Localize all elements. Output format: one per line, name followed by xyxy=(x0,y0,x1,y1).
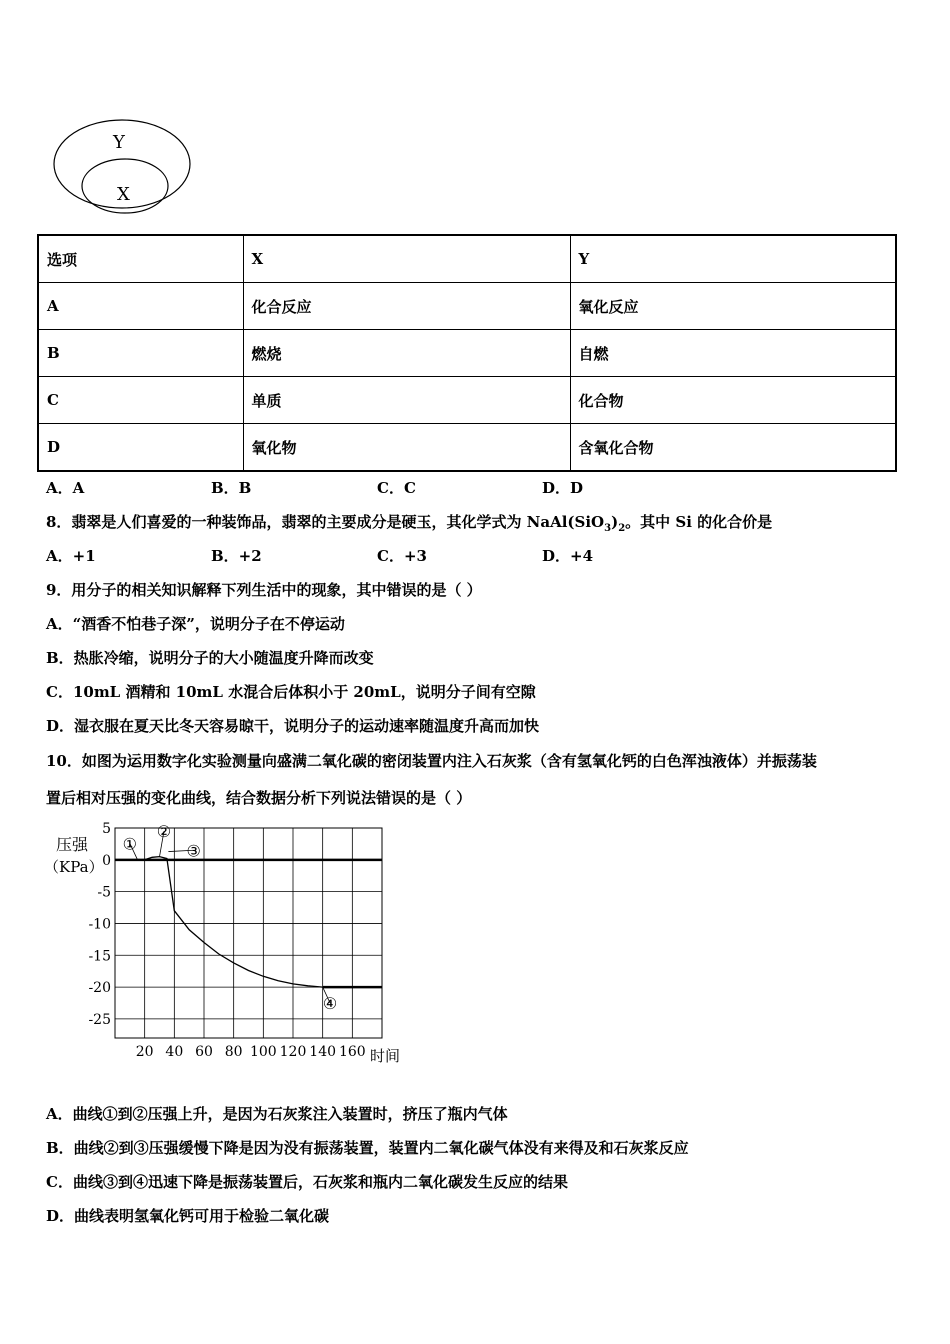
table-cell: 单质 xyxy=(243,377,570,424)
table-cell: 选项 xyxy=(38,235,243,283)
table-cell: D xyxy=(38,424,243,472)
table-cell: 化合反应 xyxy=(243,283,570,330)
q8-choice-c[interactable]: C．+3 xyxy=(377,547,427,565)
q8-choice-b[interactable]: B．+2 xyxy=(211,547,262,565)
chart-grid xyxy=(115,828,382,1038)
table-header-row xyxy=(38,235,896,283)
q9-stem: 9．用分子的相关知识解释下列生活中的现象，其中错误的是（ ） xyxy=(46,581,482,599)
point-label: ② xyxy=(156,822,172,842)
table-row xyxy=(38,424,896,472)
y-tick-label: -20 xyxy=(88,980,111,997)
q8-choice-d[interactable]: D．+4 xyxy=(542,547,594,565)
venn-label-x: X xyxy=(117,184,130,205)
q8-choice-a[interactable]: A．+1 xyxy=(46,547,96,565)
q8-stem-text: 8．翡翠是人们喜爱的一种装饰品，翡翠的主要成分是硬玉，其化学式为 NaAl(SiO xyxy=(46,513,605,531)
y-tick-label: -25 xyxy=(88,1011,111,1028)
venn-diagram xyxy=(50,118,200,218)
table-cell: 氧化反应 xyxy=(570,283,896,330)
table-cell: A xyxy=(38,283,243,330)
y-tick-label: -15 xyxy=(88,948,111,965)
table-cell: 含氧化合物 xyxy=(570,424,896,472)
chart-ylabel-line1: 压强 xyxy=(56,835,89,854)
chart-ylabel-line2: （KPa） xyxy=(44,858,104,876)
q9-option-c[interactable]: C．10mL 酒精和 10mL 水混合后体积小于 20mL，说明分子间有空隙 xyxy=(46,683,536,701)
series-line-pressure xyxy=(115,857,382,988)
q8-subscript: 3 xyxy=(604,523,612,534)
q10-stem-line2: 置后相对压强的变化曲线，结合数据分析下列说法错误的是（ ） xyxy=(46,789,472,807)
q9-option-b[interactable]: B．热胀冷缩，说明分子的大小随温度升降而改变 xyxy=(46,649,374,667)
q10-stem-line1: 10．如图为运用数字化实验测量向盛满二氧化碳的密闭装置内注入石灰浆（含有氢氧化钙的白色浑浊液体）并振荡装 xyxy=(46,752,817,770)
y-tick-label: -5 xyxy=(97,884,111,901)
x-tick-label: 60 xyxy=(195,1044,213,1060)
x-tick-label: 20 xyxy=(135,1044,154,1060)
table-row xyxy=(38,377,896,424)
table-cell: C xyxy=(38,377,243,424)
pressure-chart xyxy=(40,818,420,1068)
options-table xyxy=(37,234,897,472)
q10-option-c[interactable]: C．曲线③到④迅速下降是振荡装置后，石灰浆和瓶内二氧化碳发生反应的结果 xyxy=(46,1173,568,1191)
table-cell: 氧化物 xyxy=(243,424,570,472)
q7-choice-a[interactable]: A．A xyxy=(46,479,85,497)
q7-choice-c[interactable]: C．C xyxy=(377,479,416,497)
x-tick-label: 40 xyxy=(165,1044,184,1060)
chart-xlabel: 时间 xyxy=(370,1047,401,1065)
point-label: ④ xyxy=(322,994,338,1013)
q10-option-d[interactable]: D．曲线表明氢氧化钙可用于检验二氧化碳 xyxy=(46,1207,330,1225)
x-tick-label: 100 xyxy=(249,1044,277,1060)
q10-option-b[interactable]: B．曲线②到③压强缓慢下降是因为没有振荡装置，装置内二氧化碳气体没有来得及和石灰浆反应 xyxy=(46,1139,689,1157)
q9-option-d[interactable]: D．湿衣服在夏天比冬天容易晾干，说明分子的运动速率随温度升高而加快 xyxy=(46,717,540,735)
q8-stem xyxy=(46,511,772,534)
table-cell: B xyxy=(38,330,243,377)
x-tick-label: 140 xyxy=(309,1044,337,1060)
q7-choice-d[interactable]: D．D xyxy=(542,479,584,497)
y-tick-label: 5 xyxy=(102,821,111,837)
x-tick-label: 120 xyxy=(279,1044,307,1060)
q8-paren: ) xyxy=(611,513,619,531)
table-cell: 化合物 xyxy=(570,377,896,424)
table-cell: 自燃 xyxy=(570,330,896,377)
table-cell: Y xyxy=(570,235,896,283)
y-tick-label: 0 xyxy=(102,852,111,869)
chart-ticks xyxy=(88,821,365,1060)
q8-stem-tail: 。其中 Si 的化合价是 xyxy=(625,513,773,531)
q8-subscript-2: 2 xyxy=(618,523,626,534)
y-tick-label: -10 xyxy=(88,916,111,933)
table-row xyxy=(38,330,896,377)
table-cell: 燃烧 xyxy=(243,330,570,377)
q7-choice-b[interactable]: B．B xyxy=(211,479,252,497)
venn-label-y: Y xyxy=(113,132,125,153)
point-label: ③ xyxy=(186,841,201,861)
point-label: ① xyxy=(122,834,138,854)
x-tick-label: 80 xyxy=(224,1044,243,1060)
q9-option-a[interactable]: A．“酒香不怕巷子深”，说明分子在不停运动 xyxy=(46,615,345,633)
table-cell: X xyxy=(243,235,570,283)
q10-option-a[interactable]: A．曲线①到②压强上升，是因为石灰浆注入装置时，挤压了瓶内气体 xyxy=(46,1105,508,1123)
chart-marks xyxy=(115,822,382,1013)
x-tick-label: 160 xyxy=(338,1044,366,1060)
table-row xyxy=(38,283,896,330)
